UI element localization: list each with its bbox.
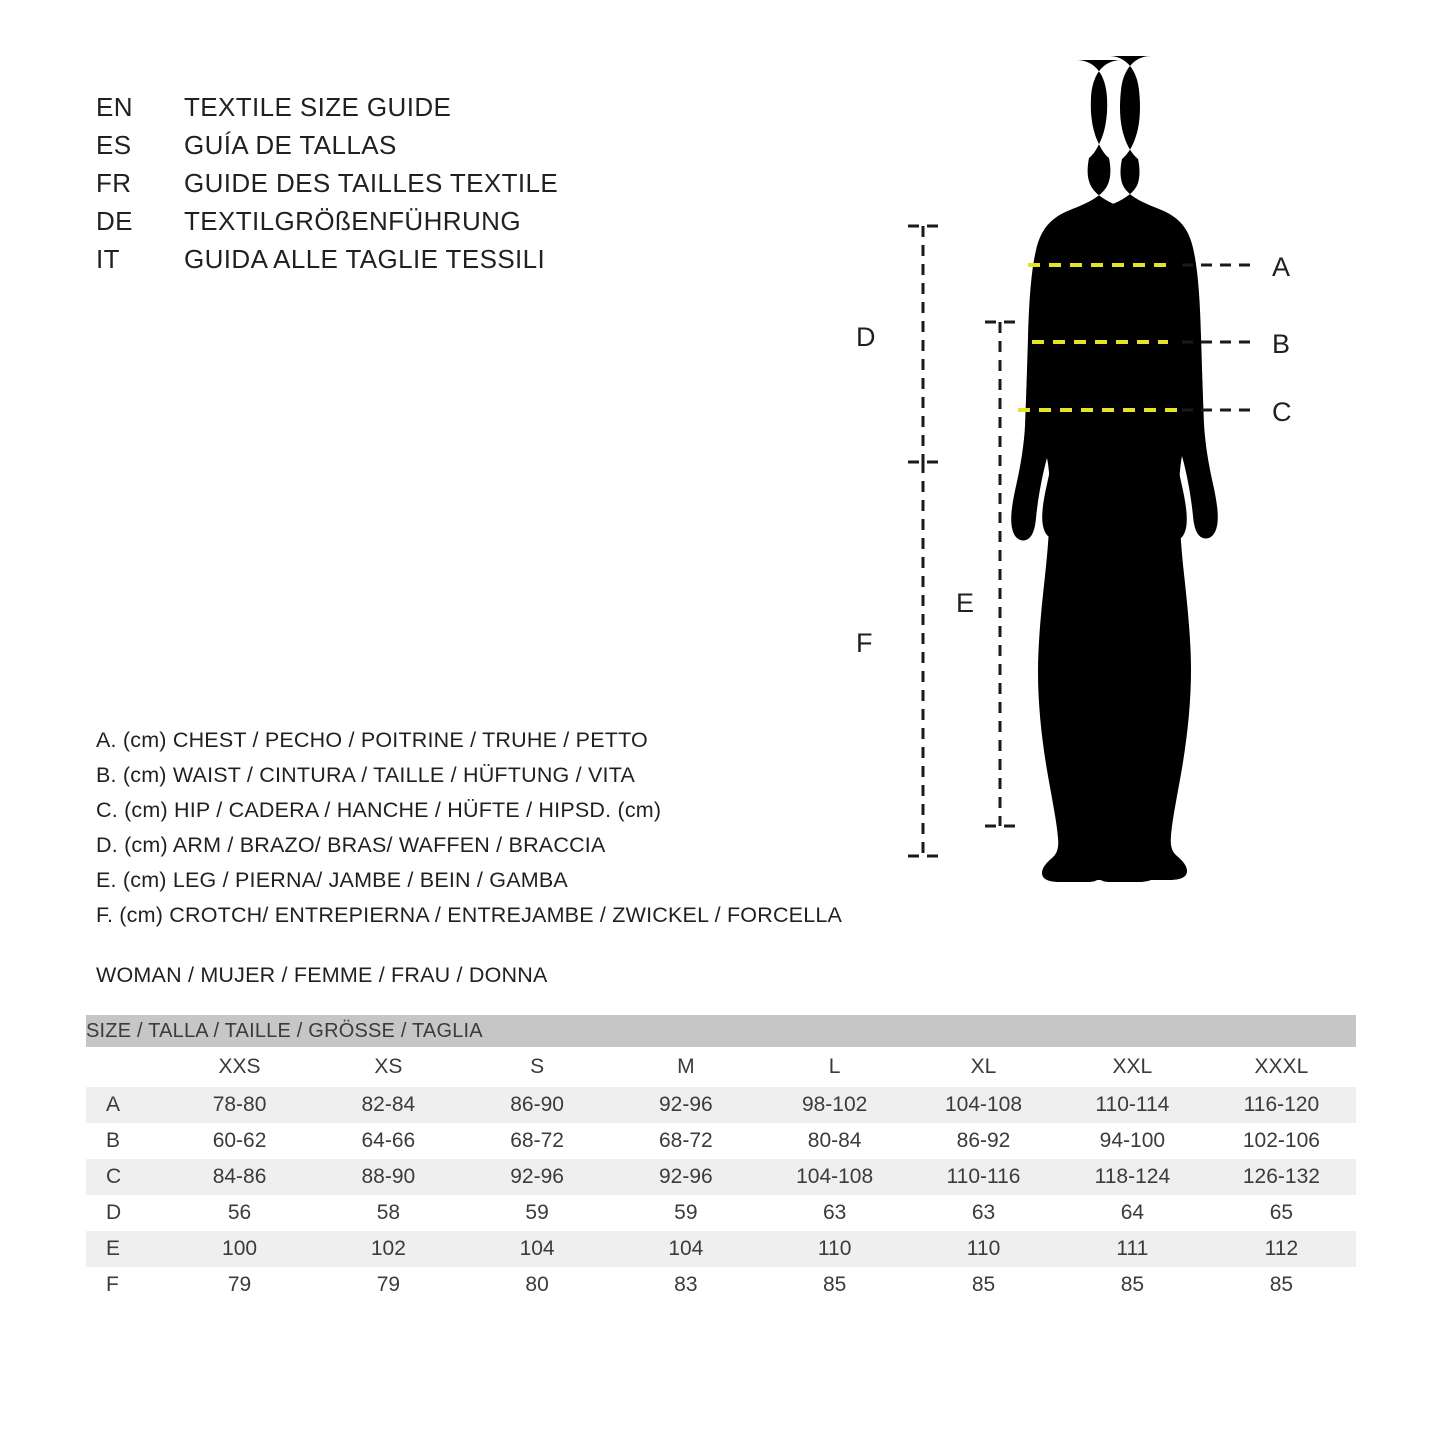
bracket-f [908, 462, 938, 856]
table-row [86, 1195, 1356, 1231]
cell-f-m: 83 [674, 1273, 698, 1296]
legend-item-f: F. (cm) CROTCH/ ENTREPIERNA / ENTREJAMBE / ZWICKEL / FORCELLA [96, 903, 843, 927]
title-text-es: GUÍA DE TALLAS [184, 130, 397, 160]
cell-c-m: 92-96 [611, 1159, 760, 1195]
cell-f-xxs: 79 [227, 1273, 252, 1296]
legend-item-d: D. (cm) ARM / BRAZO/ BRAS/ WAFFEN / BRACCIA [96, 833, 606, 857]
legend-item-e: E. (cm) LEG / PIERNA/ JAMBE / BEIN / GAMBA [96, 868, 568, 892]
cell-b-xl: 86-92 [956, 1129, 1011, 1152]
measurement-legend [96, 723, 896, 933]
figure-label-e: E [956, 588, 975, 618]
table-row [86, 1231, 1356, 1267]
table-title: SIZE / TALLA / TAILLE / GRÖSSE / TAGLIA [86, 1015, 1356, 1047]
row-label-a: A [86, 1087, 165, 1123]
cell-d-xxs: 56 [227, 1201, 252, 1224]
title-block [96, 92, 716, 282]
title-row-fr [96, 168, 716, 206]
cell-c-s: 92-96 [463, 1159, 612, 1195]
cell-a-l: 98-102 [760, 1087, 909, 1123]
table-row [86, 1159, 1356, 1195]
row-label-e: E [86, 1231, 165, 1267]
cell-d-xxl: 64 [1120, 1201, 1145, 1224]
row-label-f: F [106, 1273, 119, 1296]
table-header-row [86, 1047, 1356, 1087]
bracket-e [985, 322, 1015, 826]
cell-c-xxxl: 126-132 [1207, 1159, 1356, 1195]
cell-c-xxs: 84-86 [165, 1159, 314, 1195]
cell-e-xxxl: 112 [1207, 1231, 1356, 1267]
figure-label-f: F [856, 628, 873, 658]
cell-d-xs: 58 [376, 1201, 401, 1224]
header-size-l: L [760, 1047, 909, 1087]
header-size-xxxl: XXXL [1207, 1047, 1356, 1087]
title-lang-fr: FR [96, 168, 132, 198]
audience-label: WOMAN / MUJER / FEMME / FRAU / DONNA [96, 963, 548, 987]
cell-c-xl: 110-116 [909, 1159, 1058, 1195]
cell-e-m: 104 [611, 1231, 760, 1267]
cell-b-xs: 64-66 [361, 1129, 416, 1152]
cell-a-s: 86-90 [463, 1087, 612, 1123]
title-lang-it: IT [96, 244, 120, 274]
figure-label-a: A [1272, 252, 1291, 282]
cell-e-xxl: 111 [1058, 1231, 1207, 1267]
legend-item-c: C. (cm) HIP / CADERA / HANCHE / HÜFTE / HIPSD. (cm) [96, 798, 662, 822]
cell-d-s: 59 [525, 1201, 549, 1224]
cell-b-xxs: 60-62 [212, 1129, 267, 1152]
title-row-en [96, 92, 716, 130]
figure-label-c: C [1272, 397, 1292, 427]
header-corner [86, 1047, 165, 1087]
cell-b-m: 68-72 [658, 1129, 713, 1152]
title-row-de [96, 206, 716, 244]
cell-d-l: 63 [822, 1201, 847, 1224]
title-text-it: GUIDA ALLE TAGLIE TESSILI [184, 244, 546, 274]
cell-e-s: 104 [463, 1231, 612, 1267]
cell-c-xxl: 118-124 [1058, 1159, 1207, 1195]
title-row-es [96, 130, 716, 168]
title-lang-de: DE [96, 206, 133, 236]
cell-a-xxl: 110-114 [1058, 1087, 1207, 1123]
cell-a-xxs: 78-80 [165, 1087, 314, 1123]
row-label-c: C [86, 1159, 165, 1195]
figure-label-b: B [1272, 329, 1291, 359]
cell-b-xxl: 94-100 [1099, 1129, 1166, 1152]
cell-a-xl: 104-108 [909, 1087, 1058, 1123]
cell-b-l: 80-84 [807, 1129, 862, 1152]
cell-a-m: 92-96 [611, 1087, 760, 1123]
header-size-s: S [463, 1047, 612, 1087]
figure-label-d: D [856, 322, 876, 352]
cell-e-xs: 102 [314, 1231, 463, 1267]
table-row [86, 1267, 1356, 1303]
cell-d-xxxl: 65 [1269, 1201, 1294, 1224]
cell-b-s: 68-72 [510, 1129, 564, 1152]
header-size-xs: XS [314, 1047, 463, 1087]
cell-c-l: 104-108 [760, 1159, 909, 1195]
cell-d-m: 59 [674, 1201, 698, 1224]
cell-a-xxxl: 116-120 [1207, 1087, 1356, 1123]
cell-a-xs: 82-84 [314, 1087, 463, 1123]
cell-e-xl: 110 [909, 1231, 1058, 1267]
cell-c-xs: 88-90 [314, 1159, 463, 1195]
header-size-m: M [611, 1047, 760, 1087]
cell-f-xxl: 85 [1120, 1273, 1145, 1296]
cell-e-l: 110 [760, 1231, 909, 1267]
title-text-en: TEXTILE SIZE GUIDE [184, 92, 452, 122]
cell-e-xxs: 100 [165, 1231, 314, 1267]
cell-f-xl: 85 [971, 1273, 996, 1296]
cell-b-xxxl: 102-106 [1242, 1129, 1320, 1152]
size-table [86, 1015, 1356, 1303]
legend-item-a: A. (cm) CHEST / PECHO / POITRINE / TRUHE / PETTO [96, 728, 648, 752]
cell-f-xxxl: 85 [1269, 1273, 1294, 1296]
cell-f-l: 85 [822, 1273, 847, 1296]
woman-silhouette [1011, 56, 1218, 882]
header-size-xxs: XXS [165, 1047, 314, 1087]
measurement-figure [830, 50, 1390, 910]
table-row [86, 1087, 1356, 1123]
legend-item-b: B. (cm) WAIST / CINTURA / TAILLE / HÜFTUNG / VITA [96, 763, 635, 787]
title-lang-en: EN [96, 92, 133, 122]
table-title-row [86, 1015, 1356, 1047]
row-label-b: B [106, 1129, 121, 1152]
table-row [86, 1123, 1356, 1159]
title-lang-es: ES [96, 130, 132, 160]
title-row-it [96, 244, 716, 282]
header-size-xxl: XXL [1058, 1047, 1207, 1087]
row-label-d: D [106, 1201, 122, 1224]
cell-d-xl: 63 [971, 1201, 996, 1224]
title-text-de: TEXTILGRÖßENFÜHRUNG [184, 206, 521, 236]
cell-f-s: 80 [525, 1273, 549, 1296]
bracket-d [908, 226, 938, 462]
cell-f-xs: 79 [376, 1273, 401, 1296]
header-size-xl: XL [909, 1047, 1058, 1087]
title-text-fr: GUIDE DES TAILLES TEXTILE [184, 168, 559, 198]
